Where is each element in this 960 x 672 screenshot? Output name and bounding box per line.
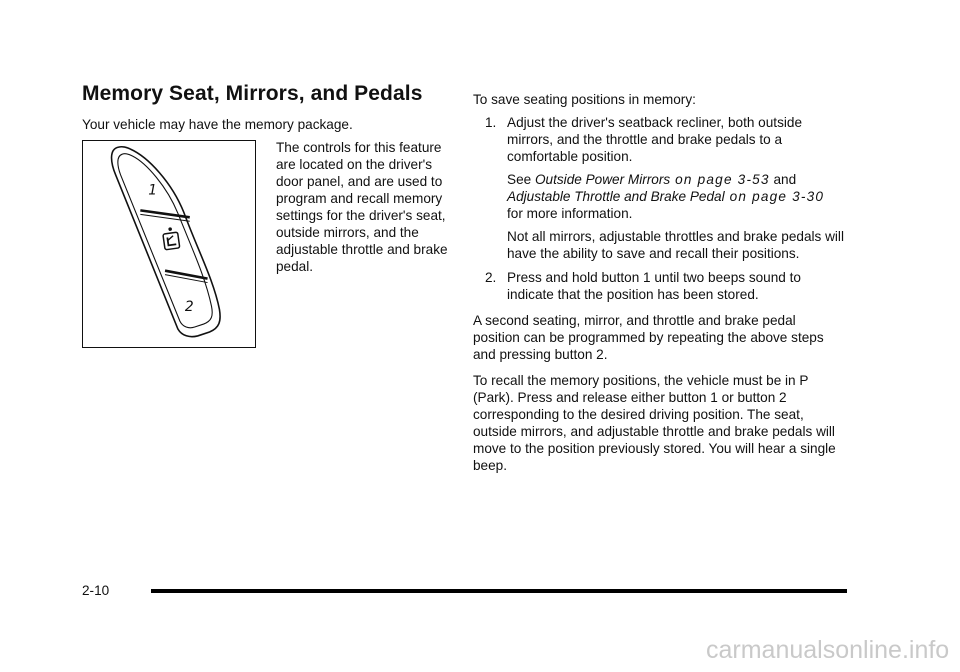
steps-list — [473, 114, 845, 303]
memory-set-icon — [162, 226, 180, 249]
step-item — [473, 114, 845, 262]
illustration-caption: The controls for this feature are located on the driver's door panel, and are used to program and recall memory settings for the driver's seat, outside mirrors, and the adjustable throttle and brake pedal. — [276, 140, 448, 274]
xref-page-3-53[interactable]: on page 3-53 — [670, 172, 770, 187]
instructions-column — [473, 91, 845, 474]
step-text: Adjust the driver's seatback recliner, both outside mirrors, and the throttle and brake pedals to a comfortable position. — [507, 115, 803, 164]
cross-reference: See Outside Power Mirrors on page 3-53 and Adjustable Throttle and Brake Pedal on page 3-30 for more information. — [507, 172, 825, 221]
watermark: carmanualsonline.info — [706, 636, 950, 664]
step-text: Press and hold button 1 until two beeps sound to indicate that the position has been stored. — [507, 270, 801, 302]
xref-outside-power-mirrors[interactable]: Outside Power Mirrors — [534, 172, 671, 187]
step-note: Not all mirrors, adjustable throttles and brake pedals will have the ability to save and recall their positions. — [507, 229, 844, 261]
step-item — [473, 269, 845, 303]
xref-page-3-30[interactable]: on page 3-30 — [724, 189, 825, 204]
page-number: 2-10 — [82, 583, 110, 598]
memory-buttons-illustration — [82, 140, 256, 348]
memory-switch-drawing — [83, 141, 255, 347]
second-position-paragraph: A second seating, mirror, and throttle and brake pedal position can be programmed by repeating the above steps and pressing button 2. — [473, 313, 824, 362]
save-lead: To save seating positions in memory: — [473, 92, 696, 107]
step-number: 1. — [485, 115, 497, 130]
footer-rule — [151, 589, 847, 593]
intro-text: Your vehicle may have the memory package. — [82, 117, 353, 132]
step-number: 2. — [485, 270, 497, 285]
page-title: Memory Seat, Mirrors, and Pedals — [82, 82, 423, 105]
button-2-label: 2 — [184, 299, 194, 316]
button-1-label: 1 — [148, 182, 158, 199]
xref-adjustable-throttle[interactable]: Adjustable Throttle and Brake Pedal — [507, 189, 725, 204]
recall-paragraph: To recall the memory positions, the vehicle must be in P (Park). Press and release either button 1 or button 2 corresponding to the desired driving position. The seat, outside mirrors, and adjustable throttle and brake pedals will move to the position previously stored. You will hear a single beep. — [473, 373, 836, 473]
